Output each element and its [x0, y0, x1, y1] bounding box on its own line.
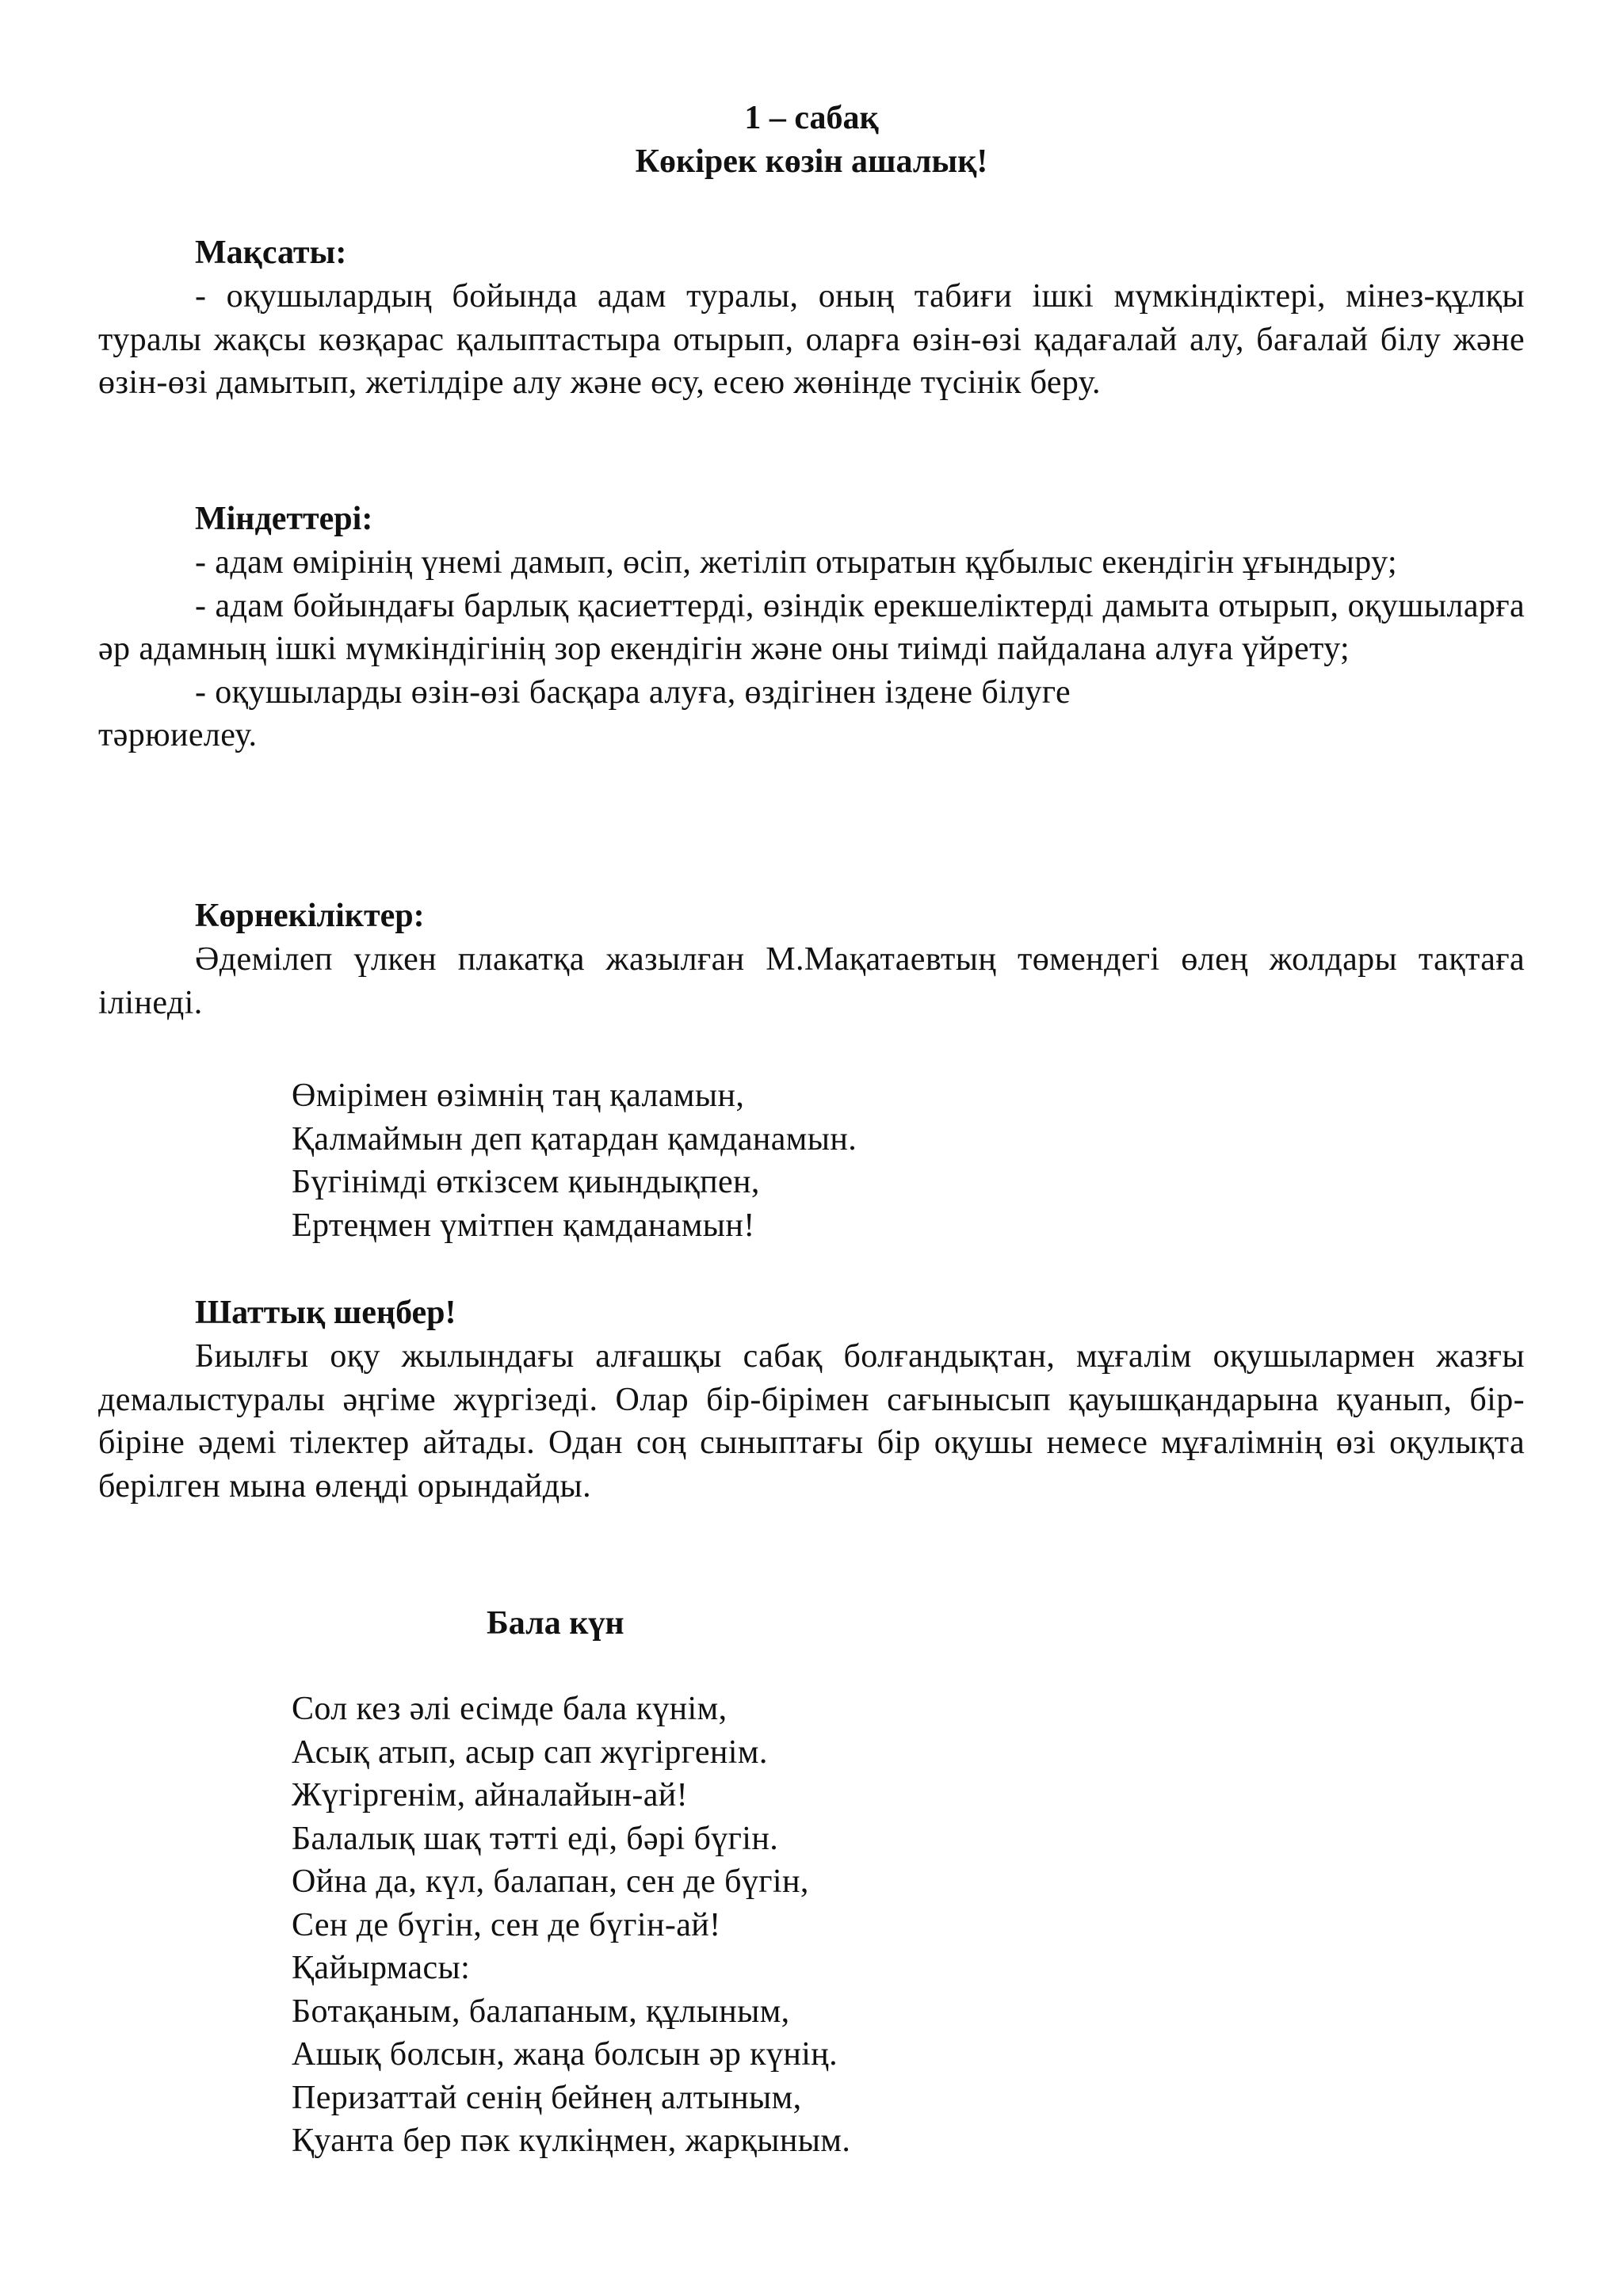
tasks-section	[98, 541, 1525, 757]
visuals-heading: Көрнекіліктер:	[195, 898, 425, 934]
poem-verse	[292, 1074, 857, 1247]
goals-heading: Мақсаты:	[195, 235, 347, 271]
goals-section	[98, 275, 1525, 405]
visuals-section	[98, 938, 1525, 1024]
song-line: Асық атып, асыр сап жүгіргенім.	[292, 1733, 768, 1771]
lesson-title: Көкірек көзін ашалық!	[635, 143, 988, 180]
song-line: Перизаттай сенің бейнең алтыным,	[292, 2079, 802, 2116]
song-line: Сен де бүгін, сен де бүгін-ай!	[292, 1906, 721, 1943]
lesson-number: 1 – сабақ	[744, 100, 879, 136]
poem-line: Ертеңмен үмітпен қамданамын!	[292, 1207, 755, 1244]
circle-section	[98, 1335, 1525, 1508]
task-item: - оқушыларды өзін-өзі басқара алуға, өздігінен іздене білуге	[195, 673, 1071, 711]
song-line: Сол кез әлі есімде бала күнім,	[292, 1691, 727, 1727]
poem-line: Бүгінімді өткізсем қиындықпен,	[292, 1164, 760, 1200]
circle-text: Биылғы оқу жылындағы алғашқы сабақ болғандықтан, мұғалім оқушылармен жазғы демалыстуралы әңгіме жүргізеді. Олар бір-бірімен сағынысып қауышқандарына қуанып, бір-біріне әдемі тілектер айтады. Одан соң сыныптағы бір оқушы немесе мұғалімнің өзі оқулықта берілген мына өлеңді орындайды.	[98, 1338, 1525, 1505]
tasks-heading: Міндеттері:	[195, 501, 373, 537]
poem-line: Қалмаймын деп қатардан қамданамын.	[292, 1120, 857, 1158]
song-line: Қуанта бер пәк күлкіңмен, жарқыным.	[292, 2122, 851, 2159]
song-refrain-label: Қайырмасы:	[292, 1950, 471, 1986]
task-item-tail: тәрюиелеу.	[98, 717, 258, 753]
task-item: - адам бойындағы барлық қасиеттерді, өзіндік ерекшеліктерді дамыта отырып, оқушыларға әр адамның ішкі мүмкіндігінің зор екендігін және оны тиімді пайдалана алуға үйрету;	[98, 587, 1525, 667]
goals-text: - оқушылардың бойында адам туралы, оның табиғи ішкі мүмкіндіктері, мінез-құлқы туралы жақсы көзқарас қалыптастыра отырып, оларға өзін-өзі қадағалай алу, бағалай білу және өзін-өзі дамытып, жетілдіре алу және өсу, есею жөнінде түсінік беру.	[98, 278, 1525, 401]
song-line: Ашық болсын, жаңа болсын әр күнің.	[292, 2036, 838, 2073]
visuals-text: Әдемілеп үлкен плакатқа жазылған М.Мақатаевтың төмендегі өлең жолдары тақтаға ілінеді.	[98, 941, 1525, 1021]
song-lyrics	[292, 1688, 850, 2163]
task-item: - адам өмірінің үнемі дамып, өсіп, жетіліп отыратын құбылыс екендігін ұғындыру;	[195, 544, 1398, 581]
song-line: Ойна да, күл, балапан, сен де бүгін,	[292, 1863, 809, 1900]
song-line: Ботақаным, балапаным, құлыным,	[292, 1993, 790, 2030]
song-line: Жүгіргенім, айналайын-ай!	[292, 1777, 689, 1814]
song-line: Балалық шақ тәтті еді, бәрі бүгін.	[292, 1820, 779, 1857]
song-title: Бала күн	[487, 1605, 624, 1642]
circle-heading: Шаттық шеңбер!	[195, 1295, 456, 1331]
poem-line: Өмірімен өзімнің таң қаламын,	[292, 1077, 745, 1114]
